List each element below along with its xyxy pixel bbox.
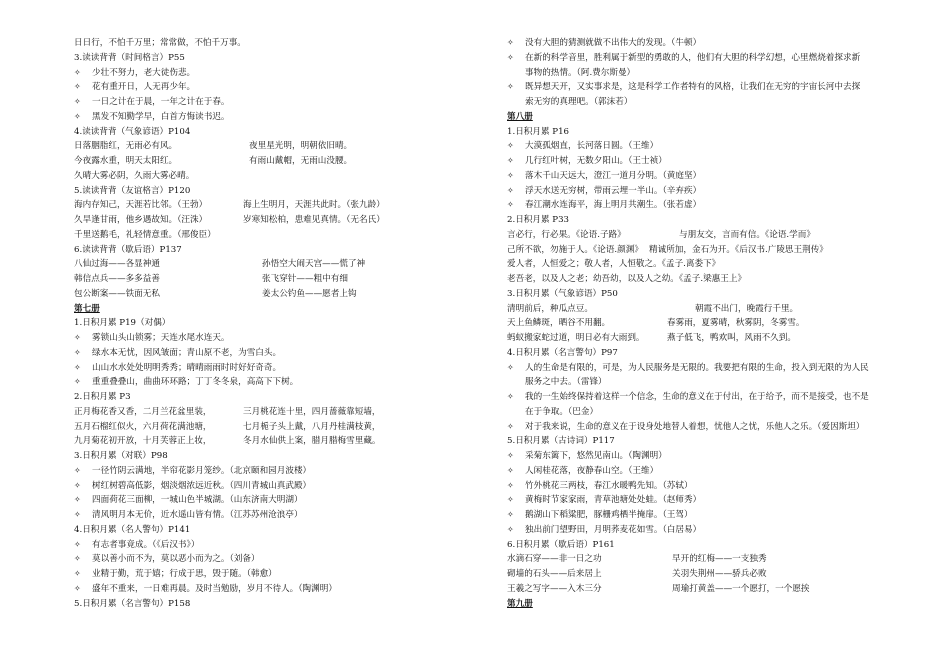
line-text-second: 张飞穿针——粗中有细 xyxy=(262,274,348,284)
line-text-second: 三月桃花连十里，四月蔷薇靠短墙， xyxy=(243,406,381,417)
line-text: 正月梅花香又香，二月兰花盆里装， xyxy=(74,406,212,417)
line-text: 老吾老，以及人之老；幼吾幼，以及人之幼。《孟子.梁惠王上》 xyxy=(507,274,747,284)
line-text-second: 与朋友交，言而有信。《论语.学而》 xyxy=(679,229,815,240)
line-text: ✧ 人闲桂花落，夜静春山空。（王维） xyxy=(507,466,658,476)
text-line xyxy=(507,449,907,464)
line-text: ✧ 大漠孤烟直，长河落日圆。（王维） xyxy=(507,141,658,151)
line-text: 索无穷的真理吧。（郭沫若） xyxy=(525,97,633,107)
line-text-second: 七月栀子头上戴，八月丹桂满枝黄， xyxy=(243,421,381,432)
text-line xyxy=(507,493,907,508)
text-line xyxy=(74,405,474,420)
text-line xyxy=(74,139,474,154)
text-line xyxy=(74,287,474,302)
line-text: 1.日积月累 P16 xyxy=(507,126,570,137)
text-line xyxy=(507,257,907,272)
text-line xyxy=(507,80,907,95)
text-line xyxy=(74,154,474,169)
line-text: ✧ 人的生命是有限的，可是，为人民服务是无限的。我要把有限的生命，投入到无限的为人民 xyxy=(507,363,869,373)
line-text: 言必行，行必果。《论语.子路》 xyxy=(507,229,626,240)
text-line xyxy=(74,198,474,213)
text-line xyxy=(74,390,474,405)
text-line xyxy=(507,95,907,110)
line-text: ✧ 绿水本无忧，因风皱面；青山原不老，为雪白头。 xyxy=(74,348,281,358)
line-text-second: 周瑜打黄盖——一个愿打，一个愿挨 xyxy=(672,583,810,594)
line-text-second: 冬月水仙供上案，腊月腊梅雪里藏。 xyxy=(243,436,381,447)
text-line xyxy=(74,346,474,361)
text-line xyxy=(507,125,907,140)
text-line xyxy=(74,523,474,538)
line-text: 5.读读背背（友谊格言）P120 xyxy=(74,185,191,196)
line-text-second: 姜太公钓鱼——愿者上钩 xyxy=(262,288,357,299)
line-text: 九月菊花初开放，十月芙蓉正上妆， xyxy=(74,436,212,447)
line-text: ✧ 落木千山天远大，澄江一道月分明。（黄庭坚） xyxy=(507,171,701,181)
text-line xyxy=(507,375,907,390)
text-line xyxy=(74,125,474,140)
text-line xyxy=(74,493,474,508)
line-text: ✧ 在新的科学音里，胜利属于新型的勇敢的人，他们有大胆的科学幻想，心里燃烧着探求新 xyxy=(507,53,860,63)
line-text: 韩信点兵——多多益善 xyxy=(74,274,160,284)
text-line xyxy=(507,184,907,199)
line-text: ✧ 春江潮水连海平，海上明月共潮生。（张若虚） xyxy=(507,200,701,210)
line-text-second: 海上生明月，天涯共此时。（张九龄） xyxy=(243,200,385,211)
text-line xyxy=(507,139,907,154)
line-text: ✧ 四面荷花三面柳，一城山色半城湖。（山东济南大明湖） xyxy=(74,495,303,505)
line-text: 4.日积月累（名言警句）P97 xyxy=(507,347,618,358)
text-line xyxy=(507,36,907,51)
line-text: ✧ 几行红叶树，无数夕阳山。（王士祯） xyxy=(507,156,667,166)
line-text: 爱人者，人恒爱之；敬人者，人恒敬之。《孟子.离娄下》 xyxy=(507,259,721,270)
text-line xyxy=(74,567,474,582)
line-text-second: 早开的红梅——一支独秀 xyxy=(672,554,767,565)
text-line xyxy=(74,51,474,66)
line-text: ✧ 清风明月本无价，近水遥山皆有情。（江苏苏州沧浪亭） xyxy=(74,510,303,520)
line-text-second: 精诚所加，金石为开。《后汉书.广陵思王荆传》 xyxy=(649,244,828,255)
line-text: ✧ 有志者事竟成。（《后汉书》） xyxy=(74,540,199,550)
text-line xyxy=(74,582,474,597)
line-text: 2.日积月累 P3 xyxy=(74,392,131,402)
line-text: 第八册 xyxy=(507,111,533,122)
line-text: 己所不欲，勿施于人。《论语.颜渊》 xyxy=(507,244,643,255)
line-text: 王羲之写字——入木三分 xyxy=(507,583,602,594)
line-text: 久晴大雾必阴，久雨大雾必晴。 xyxy=(74,170,195,181)
line-text: 蚂蚁搬家蛇过道，明日必有大雨到。 xyxy=(507,333,645,343)
line-text: 5.日积月累（古诗词）P117 xyxy=(507,436,615,447)
line-text: ✧ 黄梅时节家家雨，青草池塘处处蛙。（赵师秀） xyxy=(507,495,701,505)
line-text: 6.读读背背（歇后语）P137 xyxy=(74,244,182,255)
text-line xyxy=(507,331,907,346)
line-text-second: 春雾雨，夏雾晴，秋雾阴，冬雾雪。 xyxy=(667,318,805,329)
section-heading xyxy=(507,597,907,612)
line-text: 包公断案——铁面无私 xyxy=(74,288,160,299)
text-line xyxy=(507,567,907,582)
line-text: 千里送鹅毛，礼轻情意重。（邢俊臣） xyxy=(74,229,216,240)
text-line xyxy=(507,508,907,523)
line-text: ✧ 没有大胆的猜测就做不出伟大的发现。（牛顿） xyxy=(507,38,701,48)
text-line xyxy=(507,434,907,449)
line-text: 清明前后，种瓜点豆。 xyxy=(507,303,593,314)
text-line xyxy=(74,95,474,110)
line-text: 水滴石穿——非一日之功 xyxy=(507,554,602,565)
text-line xyxy=(507,228,907,243)
line-text: ✧ 黑发不知勤学早，白首方悔读书迟。 xyxy=(74,112,230,122)
line-text: ✧ 独出前门望野田，月明荞麦花如雪。（白居易） xyxy=(507,525,701,535)
text-line xyxy=(74,213,474,228)
line-text: 砌墙的石头——后来居上 xyxy=(507,569,602,579)
line-text: ✧ 竹外桃花三两枝，春江水暖鸭先知。（苏轼） xyxy=(507,481,693,491)
line-text: 事物的热情。（阿.费尔斯曼） xyxy=(525,67,636,78)
text-line xyxy=(74,66,474,81)
line-text: 八仙过海——各显神通 xyxy=(74,259,160,270)
line-text: 第七册 xyxy=(74,303,100,314)
line-text: ✧ 雾锁山头山锁雾；天连水尾水连天。 xyxy=(74,333,230,343)
section-heading xyxy=(74,302,474,317)
text-line xyxy=(507,213,907,228)
line-text: ✧ 采菊东篱下，悠然见南山。（陶渊明） xyxy=(507,451,667,461)
line-text: 3.日积月累（对联）P98 xyxy=(74,451,168,461)
line-text: ✧ 花有重开日，人无再少年。 xyxy=(74,82,195,92)
line-text-second: 夜里星光明，明朝依旧晴。 xyxy=(249,141,353,152)
line-text: 5.日积月累（名言警句）P158 xyxy=(74,598,191,609)
line-text-second: 燕子低飞，鸭欢叫，风雨不久到。 xyxy=(667,333,796,343)
text-line xyxy=(507,346,907,361)
text-line xyxy=(74,375,474,390)
text-line xyxy=(74,538,474,553)
line-text: ✧ 少壮不努力，老大徒伤悲。 xyxy=(74,68,195,78)
text-line xyxy=(507,361,907,376)
line-text: 在于争取。（巴金） xyxy=(525,406,599,417)
text-line xyxy=(74,316,474,331)
line-text: 4.日积月累（名人警句）P141 xyxy=(74,524,191,535)
line-text: 服务之中去。（雷锋） xyxy=(525,377,607,388)
text-line xyxy=(74,552,474,567)
section-heading xyxy=(507,110,907,125)
line-text: 今夜露水重，明天太阳红。 xyxy=(74,156,178,166)
line-text: ✧ 浮天水送无穷树，带雨云埋一半山。（辛弃疾） xyxy=(507,186,701,196)
line-text-second: 岁寒知松柏，患难见真情。（无名氏） xyxy=(243,215,385,225)
text-line xyxy=(507,154,907,169)
line-text: 第九册 xyxy=(507,598,533,609)
line-text-second: 有雨山戴帽，无雨山没腰。 xyxy=(249,156,353,166)
text-line xyxy=(507,405,907,420)
text-line xyxy=(74,464,474,479)
line-text: ✧ 一径竹阴云满地，半帘花影月笼纱。（北京颐和园月波楼） xyxy=(74,466,311,476)
text-line xyxy=(507,552,907,567)
text-line xyxy=(507,464,907,479)
text-line xyxy=(74,449,474,464)
line-text: ✧ 山山水水处处明明秀秀；晴晴雨雨时时好好奇奇。 xyxy=(74,363,281,373)
line-text: ✧ 一日之计在于晨，一年之计在于春。 xyxy=(74,97,230,107)
text-line xyxy=(507,420,907,435)
text-line xyxy=(74,420,474,435)
text-line xyxy=(74,272,474,287)
text-line xyxy=(74,479,474,494)
text-line xyxy=(74,508,474,523)
line-text: 五月石榴红似火，六月荷花满池塘， xyxy=(74,421,212,432)
line-text: 1.日积月累 P19（对偶） xyxy=(74,318,171,329)
text-line xyxy=(74,184,474,199)
text-line xyxy=(74,80,474,95)
text-line xyxy=(74,243,474,258)
text-line xyxy=(74,434,474,449)
line-text: ✧ 重重叠叠山，曲曲环环路；丁丁冬冬泉，高高下下树。 xyxy=(74,377,298,387)
text-line xyxy=(507,272,907,287)
text-line xyxy=(507,390,907,405)
line-text: ✧ 业精于勤，荒于嬉；行成于思，毁于随。（韩愈） xyxy=(74,569,277,579)
line-text-second: 孙悟空大闹天宫——慌了神 xyxy=(262,259,366,270)
right-column xyxy=(507,36,907,611)
line-text-second: 朝霞不出门，晚霞行千里。 xyxy=(695,303,799,314)
text-line xyxy=(507,523,907,538)
text-line xyxy=(507,316,907,331)
text-line xyxy=(74,110,474,125)
line-text: 天上鱼鳞斑，晒谷不用翻。 xyxy=(507,318,611,329)
line-text: ✧ 鹅湖山下稻粱肥，豚栅鸡栖半掩扉。（王驾） xyxy=(507,510,693,520)
line-text: ✧ 莫以善小而不为，莫以恶小而为之。（刘备） xyxy=(74,554,260,564)
line-text: 海内存知己，天涯若比邻。（王勃） xyxy=(74,200,208,211)
text-line xyxy=(507,287,907,302)
line-text: ✧ 既异想天开，又实事求是，这是科学工作者特有的风格，让我们在无穷的宇宙长河中去探 xyxy=(507,82,860,92)
text-line xyxy=(74,169,474,184)
text-line xyxy=(74,36,474,51)
line-text: 3.读读背背（时间格言）P55 xyxy=(74,52,185,63)
line-text: 日日行，不怕千万里；常常做，不怕千万事。 xyxy=(74,38,246,48)
text-line xyxy=(507,479,907,494)
line-text: 2.日积月累 P33 xyxy=(507,215,570,225)
line-text: 日落胭脂红，无雨必有风。 xyxy=(74,141,178,152)
text-line xyxy=(74,257,474,272)
text-line xyxy=(507,169,907,184)
line-text: 6.日积月累（歇后语）P161 xyxy=(507,539,615,550)
line-text: ✧ 对于我来说，生命的意义在于设身处地替人着想，忧他人之忧，乐他人之乐。（爱因斯坦） xyxy=(507,422,864,432)
line-text: ✧ 我的一生始终保持着这样一个信念，生命的意义在于付出，在于给予，而不是接受，也不是 xyxy=(507,392,869,402)
text-line xyxy=(74,361,474,376)
text-line xyxy=(507,198,907,213)
line-text: 久旱逢甘雨，他乡遇故知。（汪洙） xyxy=(74,215,208,225)
text-line xyxy=(507,302,907,317)
line-text-second: 关羽失荆州——骄兵必败 xyxy=(672,569,767,579)
line-text: ✧ 树红树碧高低影，烟淡烟浓远近秋。（四川青城山真武殿） xyxy=(74,481,311,491)
line-text: ✧ 盛年不重来，一日难再晨。及时当勉励，岁月不待人。（陶渊明） xyxy=(74,584,337,594)
left-column xyxy=(74,36,474,611)
text-line xyxy=(74,331,474,346)
text-line xyxy=(74,228,474,243)
text-line xyxy=(507,51,907,66)
text-line xyxy=(507,582,907,597)
text-line xyxy=(74,597,474,612)
text-line xyxy=(507,538,907,553)
text-line xyxy=(507,66,907,81)
line-text: 3.日积月累（气象谚语）P50 xyxy=(507,288,618,299)
line-text: 4.读读背背（气象谚语）P104 xyxy=(74,126,191,137)
text-line xyxy=(507,243,907,258)
